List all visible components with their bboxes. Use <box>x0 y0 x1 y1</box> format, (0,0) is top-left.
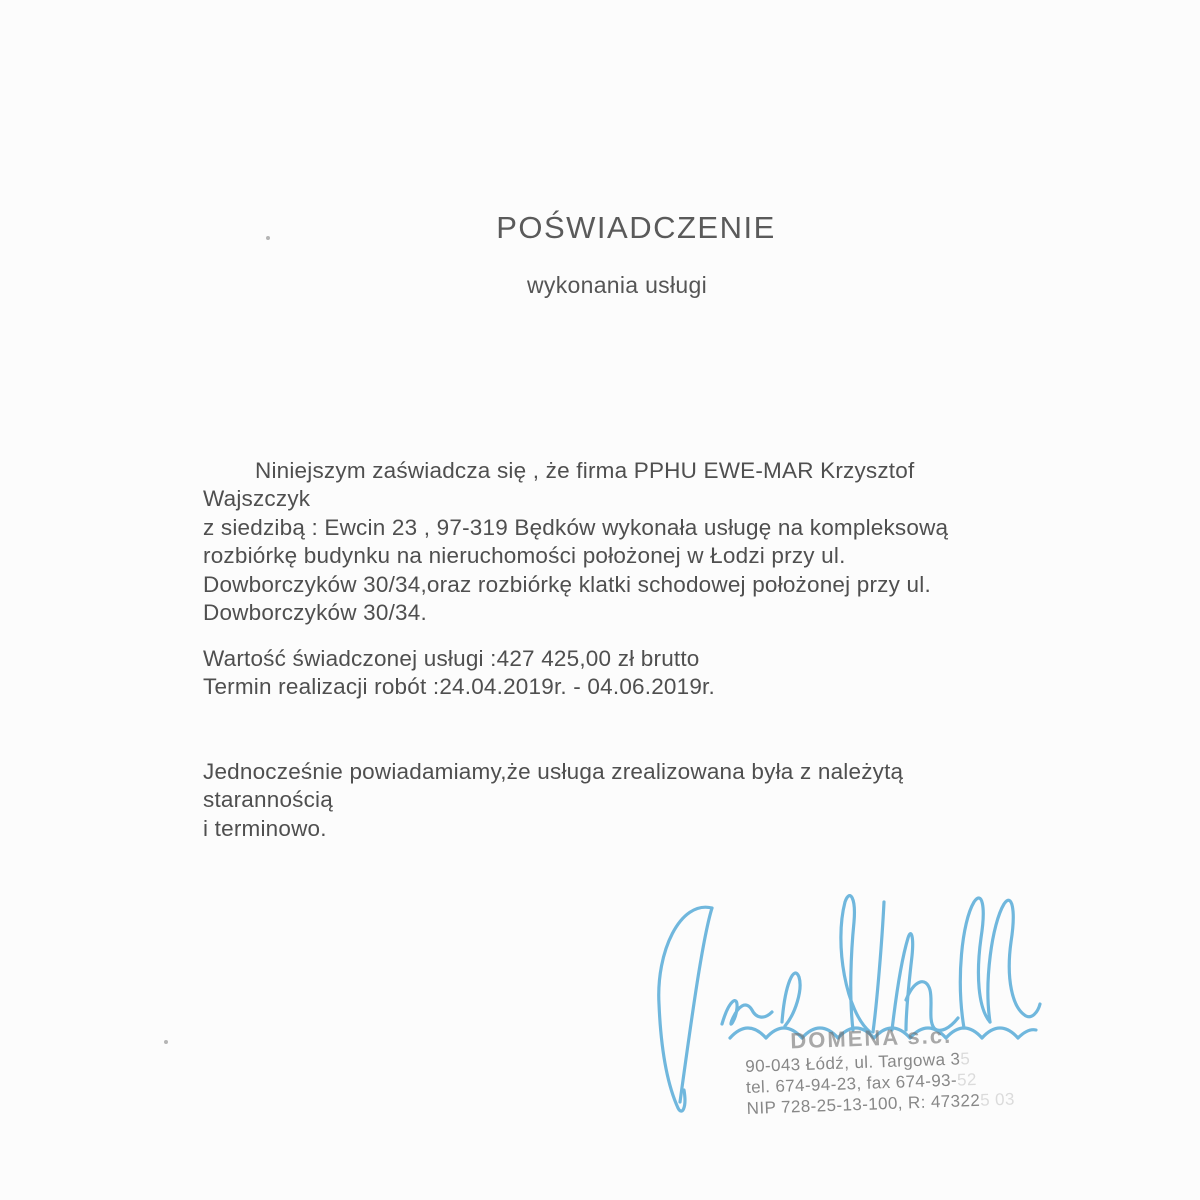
stamp-company-name: DOMENA s.c. <box>789 1022 953 1054</box>
scan-speck <box>164 1040 168 1044</box>
stamp-registry-faded: 5 03 <box>979 1089 1016 1110</box>
body-line: i terminowo. <box>203 815 327 841</box>
body-line: Dowborczyków 30/34,oraz rozbiórkę klatki schodowej położonej przy ul. <box>203 571 931 597</box>
signature-stroke <box>873 902 884 1032</box>
body-line: Niniejszym zaświadcza się , że firma PPHU EWE-MAR Krzysztof <box>255 458 915 483</box>
company-stamp <box>744 1020 1047 1119</box>
body-line: rozbiórkę budynku na nieruchomości położonej w Łodzi przy ul. <box>203 543 846 569</box>
body-line: Jednocześnie powiadamiamy,że usługa zrealizowana była z należytą <box>203 759 904 784</box>
body-line: z siedzibą : Ewcin 23 , 97-319 Będków wykonała usługę na kompleksową <box>203 514 949 540</box>
scan-speck <box>266 236 270 240</box>
document-subtitle: wykonania usługi <box>527 272 707 298</box>
signature-stroke <box>841 896 870 1032</box>
signature-stroke <box>782 973 800 1026</box>
stamp-registry-text: NIP 728-25-13-100, R: 47322 <box>746 1090 981 1118</box>
stamp-phone-faded: 52 <box>956 1069 978 1090</box>
term-line: Termin realizacji robót :24.04.2019r. - 04.06.2019r. <box>203 674 715 700</box>
signature-stroke <box>988 900 1040 1022</box>
body-line: starannością <box>203 787 333 813</box>
signature-stroke <box>722 1001 772 1025</box>
signature-stroke <box>960 898 990 1028</box>
body-line: Wajszczyk <box>203 486 311 512</box>
stamp-address-text: 90-043 Łódź, ul. Targowa 3 <box>744 1049 961 1076</box>
paragraph-value-term <box>203 645 1013 702</box>
stamp-address-faded: 5 <box>959 1049 971 1069</box>
service-value-line: Wartość świadczonej usługi :427 425,00 zł brutto <box>203 646 700 671</box>
signature-stroke <box>892 934 913 1030</box>
stamp-phone-text: tel. 674-94-23, fax 674-93- <box>745 1070 958 1097</box>
paragraph-company <box>203 457 1013 627</box>
document-title: POŚWIADCZENIE <box>496 210 776 245</box>
body-line: Dowborczyków 30/34. <box>203 600 427 626</box>
paragraph-closing <box>203 758 1013 843</box>
signature-stroke <box>680 908 712 1102</box>
